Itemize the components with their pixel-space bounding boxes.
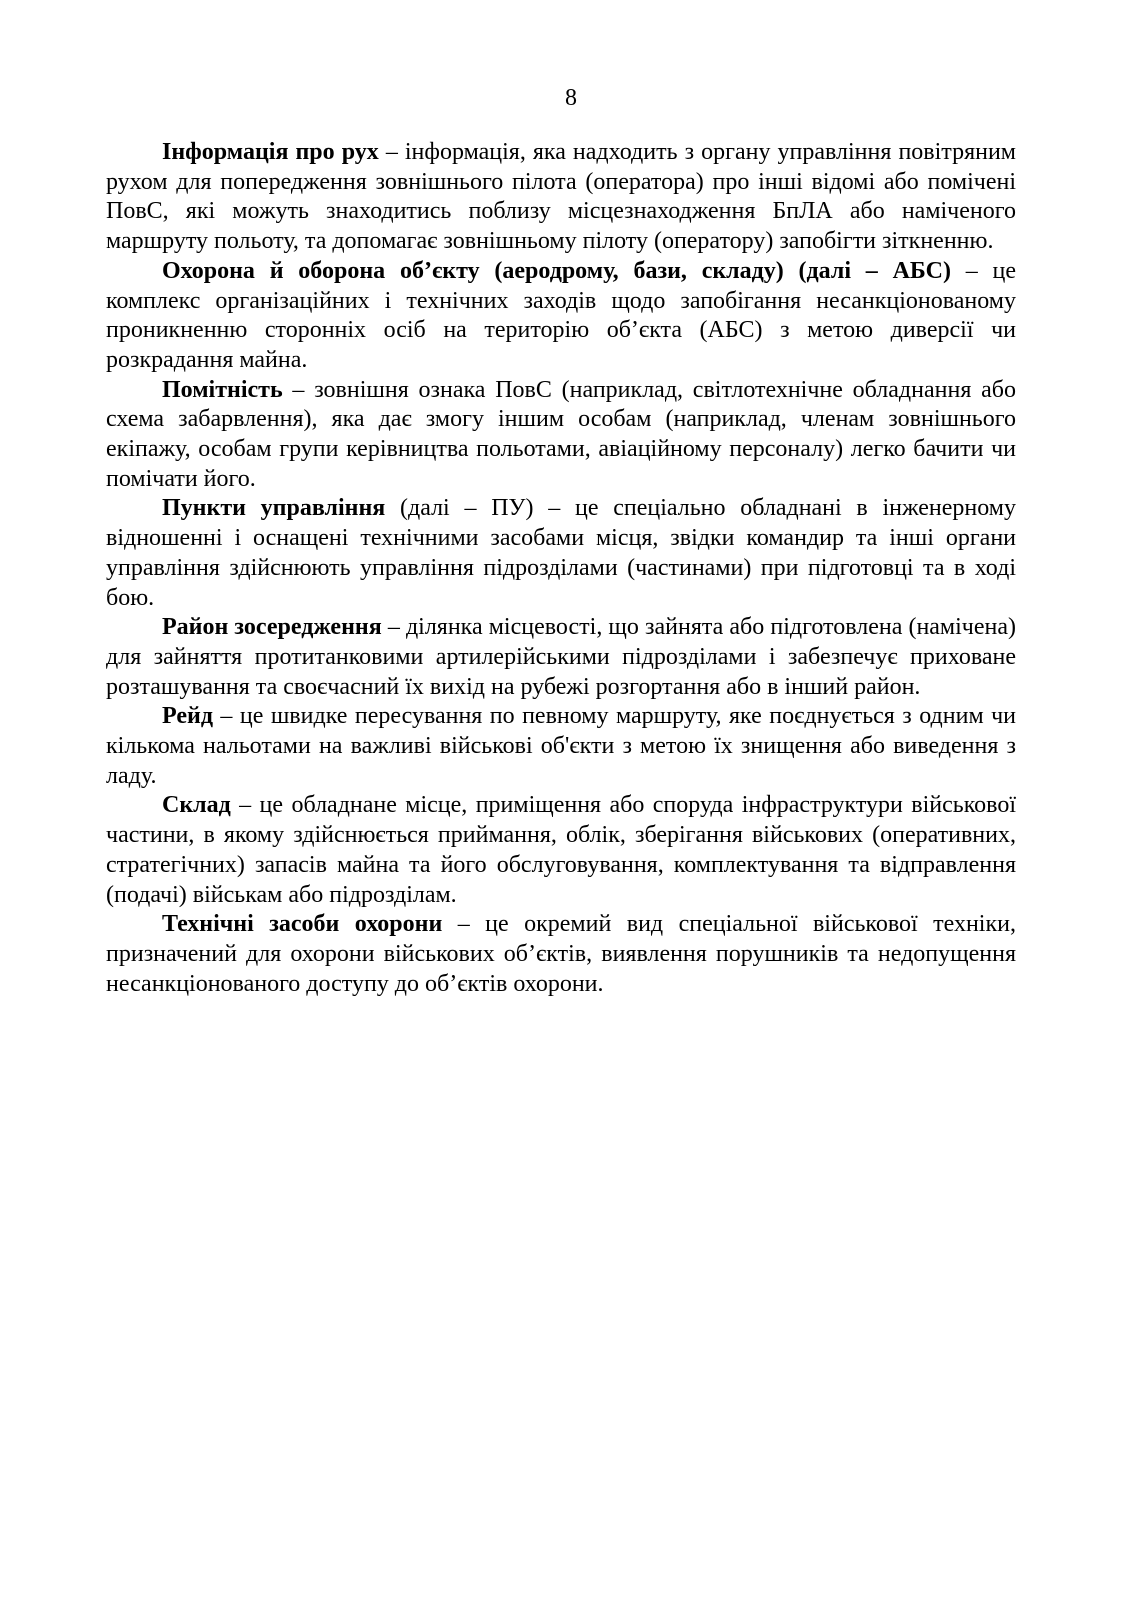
definition-text: – ділянка місцевості, що зайнята або підготовлена (намічена) для зайняття протитанковими артилерійськими підрозділами і забезпечує приховане розташування та своєчасний їх вихід на рубежі розгортання або в інший район. — [106, 614, 1017, 700]
term-bold: Рейд — [162, 703, 213, 730]
document-content — [106, 138, 1016, 999]
definition-paragraph — [106, 791, 1016, 910]
definition-paragraph — [106, 910, 1016, 999]
page-number: 8 — [565, 85, 577, 111]
term-bold: Технічні засоби охорони — [162, 911, 443, 938]
definition-paragraph — [106, 257, 1016, 376]
definition-paragraph — [106, 138, 1016, 257]
definition-paragraph — [106, 494, 1016, 613]
term-bold: Склад — [162, 792, 231, 819]
term-bold: Пункти управління — [162, 495, 386, 522]
definition-paragraph — [106, 376, 1016, 495]
term-bold: Помітність — [162, 376, 283, 403]
term-bold: Охорона й оборона об’єкту (аеродрому, бази, складу) (далі – АБС) — [162, 257, 951, 284]
definition-paragraph — [106, 613, 1016, 702]
definition-text: – зовнішня ознака ПовС (наприклад, світлотехнічне обладнання або схема забарвлення), яка дає змогу іншим особам (наприклад, членам зовнішнього екіпажу, особам групи керівництва польотами, авіаційному персоналу) легко бачити чи помічати його. — [106, 376, 1016, 492]
definition-text: – інформація, яка надходить з органу управління повітряним рухом для попередження зовнішнього пілота (оператора) про інші відомі або помічені ПовС, які можуть знаходитись поблизу місцезнаходження БпЛА або наміченого маршруту польоту, та допомагає зовнішньому пілоту (оператору) запобігти зіткненню. — [106, 139, 1016, 255]
definition-text: – це швидке пересування по певному маршруту, яке поєднується з одним чи кількома нальотами на важливі військові об'єкти з метою їх знищення або виведення з ладу. — [106, 703, 1016, 789]
term-bold: Район зосередження — [162, 614, 382, 641]
definition-text: – це комплекс організаційних і технічних заходів щодо запобігання несанкціонованому проникненню сторонніх осіб на територію об’єкта (АБС) з метою диверсії чи розкрадання майна. — [106, 257, 1017, 373]
term-bold: Інформація про рух — [162, 139, 379, 165]
definition-text: – це обладнане місце, приміщення або споруда інфраструктури військової частини, в якому здійснюється приймання, облік, зберігання військових (оперативних, стратегічних) запасів майна та його обслуговування, комплектування та відправлення (подачі) військам або підрозділам. — [106, 792, 1016, 908]
definition-text: – це окремий вид спеціальної військової техніки, призначений для охорони військових об’єктів, виявлення порушників та недопущення несанкціонованого доступу до об’єктів охорони. — [106, 911, 1016, 997]
definition-paragraph — [106, 702, 1016, 791]
definition-text: (далі – ПУ) – це спеціально обладнані в інженерному відношенні і оснащені технічними засобами місця, звідки командир та інші органи управління здійснюють управління підрозділами (частинами) при підготовці та в ході бою. — [106, 495, 1016, 611]
